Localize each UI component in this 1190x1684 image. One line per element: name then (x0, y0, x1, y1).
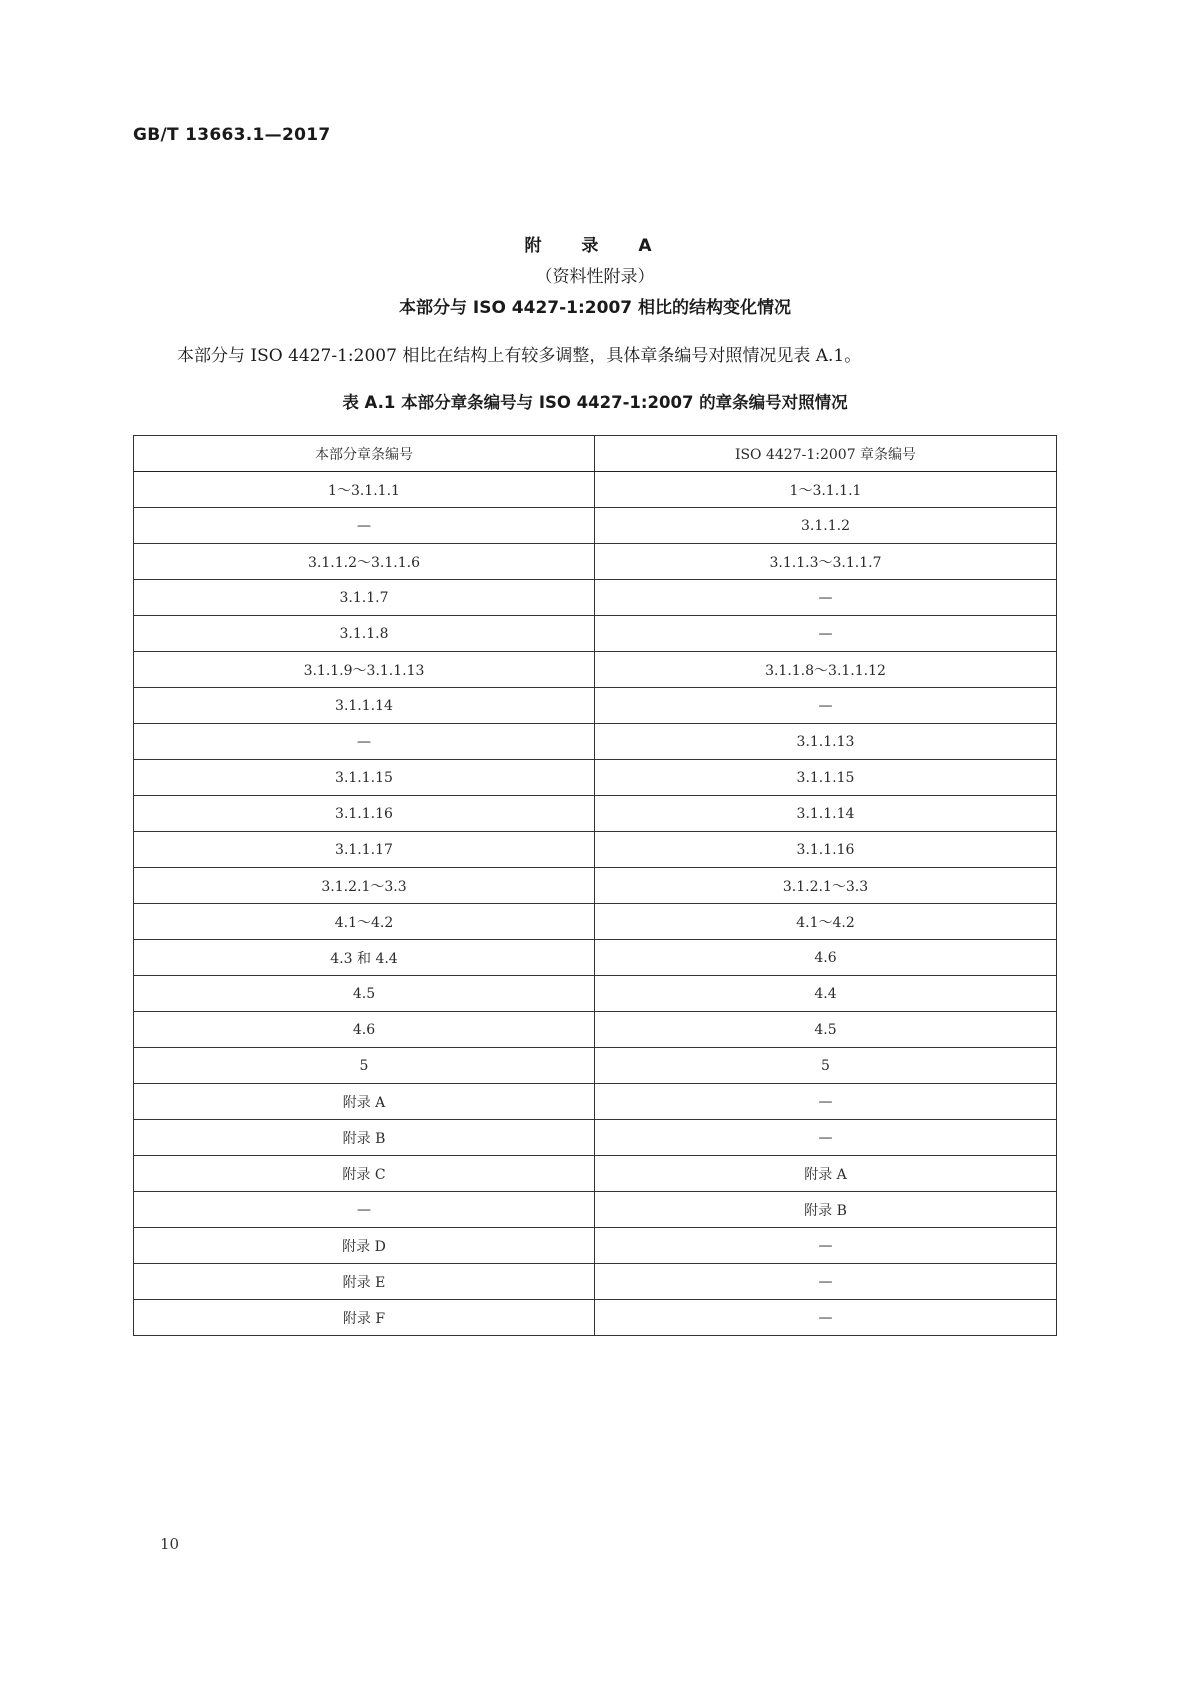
cell-iso-clause: — (595, 1228, 1057, 1264)
table-row (134, 904, 1057, 940)
table-row (134, 832, 1057, 868)
cell-iso-clause: — (595, 688, 1057, 724)
table-row (134, 508, 1057, 544)
table-row (134, 976, 1057, 1012)
cell-this-part-clause: 4.3 和 4.4 (134, 940, 595, 976)
cell-this-part-clause: 3.1.1.9～3.1.1.13 (134, 652, 595, 688)
standard-code: GB/T 13663.1—2017 (133, 125, 331, 145)
table-row (134, 1120, 1057, 1156)
annex-heading: 本部分与 ISO 4427-1:2007 相比的结构变化情况 (398, 298, 792, 318)
cell-this-part-clause: 附录 E (134, 1264, 595, 1300)
table-row (134, 544, 1057, 580)
cell-iso-clause: — (595, 1120, 1057, 1156)
cell-iso-clause: 3.1.1.14 (595, 796, 1057, 832)
table-row (134, 1012, 1057, 1048)
cell-this-part-clause: 附录 A (134, 1084, 595, 1120)
cell-iso-clause: 3.1.2.1～3.3 (595, 868, 1057, 904)
cell-iso-clause: 1～3.1.1.1 (595, 472, 1057, 508)
cell-iso-clause: — (595, 1300, 1057, 1336)
cell-iso-clause: 5 (595, 1048, 1057, 1084)
table-row (134, 868, 1057, 904)
cell-iso-clause: — (595, 1264, 1057, 1300)
cell-iso-clause: — (595, 616, 1057, 652)
cell-this-part-clause: 3.1.1.8 (134, 616, 595, 652)
table-caption: 表 A.1 本部分章条编号与 ISO 4427-1:2007 的章条编号对照情况 (342, 393, 848, 412)
table-row (134, 472, 1057, 508)
cell-this-part-clause: 4.1～4.2 (134, 904, 595, 940)
table-row (134, 724, 1057, 760)
annex-label: 附 录 A (524, 236, 666, 256)
table-row (134, 688, 1057, 724)
annex-nature: （资料性附录） (535, 267, 655, 287)
cell-this-part-clause: 3.1.1.15 (134, 760, 595, 796)
cell-this-part-clause: 5 (134, 1048, 595, 1084)
cell-iso-clause: — (595, 1084, 1057, 1120)
clause-mapping-table (133, 435, 1057, 1336)
table-row (134, 1192, 1057, 1228)
cell-this-part-clause: 3.1.2.1～3.3 (134, 868, 595, 904)
table-row (134, 796, 1057, 832)
page-number: 10 (160, 1535, 180, 1553)
cell-iso-clause: 3.1.1.3～3.1.1.7 (595, 544, 1057, 580)
table-row (134, 652, 1057, 688)
cell-this-part-clause: 3.1.1.2～3.1.1.6 (134, 544, 595, 580)
cell-iso-clause: 附录 B (595, 1192, 1057, 1228)
cell-this-part-clause: 附录 B (134, 1120, 595, 1156)
cell-this-part-clause: 4.6 (134, 1012, 595, 1048)
table-body (134, 472, 1057, 1336)
table-row (134, 1156, 1057, 1192)
cell-this-part-clause: 3.1.1.7 (134, 580, 595, 616)
cell-this-part-clause: — (134, 508, 595, 544)
column-header-iso: ISO 4427-1:2007 章条编号 (595, 436, 1057, 472)
intro-paragraph: 本部分与 ISO 4427-1:2007 相比在结构上有较多调整，具体章条编号对照情况见表 A.1。 (177, 346, 862, 366)
cell-iso-clause: — (595, 580, 1057, 616)
cell-iso-clause: 4.6 (595, 940, 1057, 976)
table-row (134, 1300, 1057, 1336)
cell-iso-clause: 3.1.1.13 (595, 724, 1057, 760)
cell-this-part-clause: 3.1.1.14 (134, 688, 595, 724)
table-row (134, 580, 1057, 616)
cell-iso-clause: 3.1.1.8～3.1.1.12 (595, 652, 1057, 688)
cell-iso-clause: 3.1.1.2 (595, 508, 1057, 544)
table-row (134, 1048, 1057, 1084)
cell-iso-clause: 附录 A (595, 1156, 1057, 1192)
cell-iso-clause: 4.5 (595, 1012, 1057, 1048)
cell-iso-clause: 4.4 (595, 976, 1057, 1012)
cell-this-part-clause: 3.1.1.17 (134, 832, 595, 868)
cell-this-part-clause: 附录 D (134, 1228, 595, 1264)
cell-iso-clause: 3.1.1.16 (595, 832, 1057, 868)
table-row (134, 1264, 1057, 1300)
cell-this-part-clause: 附录 F (134, 1300, 595, 1336)
cell-iso-clause: 4.1～4.2 (595, 904, 1057, 940)
cell-this-part-clause: 1～3.1.1.1 (134, 472, 595, 508)
cell-iso-clause: 3.1.1.15 (595, 760, 1057, 796)
table-row (134, 1084, 1057, 1120)
cell-this-part-clause: 附录 C (134, 1156, 595, 1192)
column-header-this-part: 本部分章条编号 (134, 436, 595, 472)
table-row (134, 616, 1057, 652)
cell-this-part-clause: 4.5 (134, 976, 595, 1012)
cell-this-part-clause: — (134, 724, 595, 760)
table-header-row (134, 436, 1057, 472)
table-row (134, 760, 1057, 796)
cell-this-part-clause: — (134, 1192, 595, 1228)
cell-this-part-clause: 3.1.1.16 (134, 796, 595, 832)
table-row (134, 940, 1057, 976)
table-row (134, 1228, 1057, 1264)
